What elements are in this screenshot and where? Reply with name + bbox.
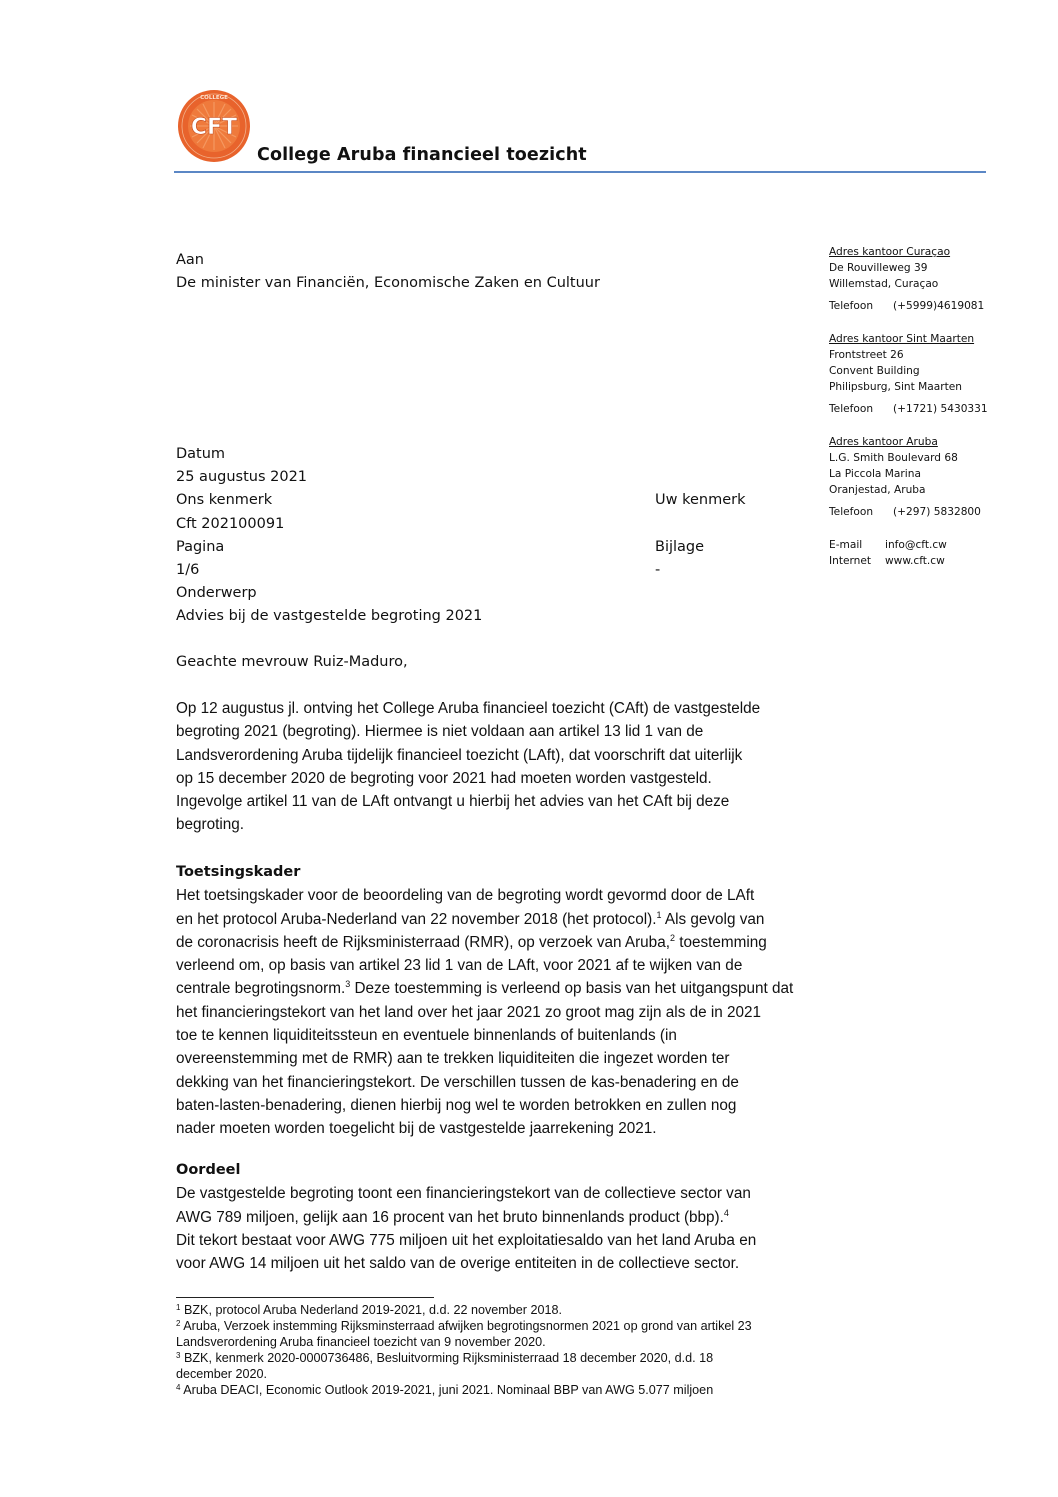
section-heading: Oordeel <box>176 1162 241 1178</box>
svg-text:CFT: CFT <box>190 115 238 140</box>
bijlage-label: Bijlage <box>655 538 705 555</box>
pagina-label: Pagina <box>176 538 225 555</box>
office-address-line: De Rouvilleweg 39 <box>829 262 928 274</box>
onderwerp-label: Onderwerp <box>176 585 257 602</box>
datum-label: Datum <box>176 446 226 462</box>
addressee-label: Aan <box>176 252 204 268</box>
email-row: E-mail info@cft.cw <box>829 539 947 551</box>
pagina-value: 1/6 <box>176 562 200 579</box>
office-address-line: La Piccola Marina <box>829 468 921 480</box>
office-aruba <box>829 434 981 520</box>
office-address-line: Convent Building <box>829 365 920 377</box>
footnote-ref[interactable]: 3 <box>345 979 351 990</box>
footnote-ref[interactable]: 2 <box>669 932 675 943</box>
contact-online <box>829 537 947 569</box>
onderwerp-value: Advies bij de vastgestelde begroting 2021 <box>176 608 483 625</box>
office-address-line: Frontstreet 26 <box>829 349 904 361</box>
header-divider <box>174 171 986 173</box>
footnotes: $^1$ BZK, protocol Aruba Nederland 2019-2021, d.d. 22 november 2018. $^2$ Aruba, Verzoek instemming Rijksminsterraad afwijken begrotingsnormen 2021 op grond van artikel 23 Landsverordening Aruba financieel toezicht van 9 november 2020. $^3$ BZK, kenmerk 2020-0000736486, Besluitvorming Rijksministerraad 18 december 2020, d.d. 18 december 2020. $^4$ Aruba DEACI, Economic Outlook 2019-2021, juni 2021. Nominaal BBP van AWG 5.077 miljoen <box>176 1302 876 1398</box>
section-oordeel: Oordeel De vastgestelde begroting toont een financieringstekort van de collectieve sector van AWG 789 miljoen, gelijk aan 16 procent van het bruto binnenlands product (bbp).$^4$ Dit tekort bestaat voor AWG 775 miljoen uit het exploitatiesaldo van het land Aruba en voor AWG 14 miljoen uit het saldo van de overige entiteiten in de collectieve sector. <box>176 1159 886 1275</box>
office-address-line: Oranjestad, Aruba <box>829 484 926 496</box>
office-address-line: L.G. Smith Boulevard 68 <box>829 452 958 464</box>
office-address-line: Philipsburg, Sint Maarten <box>829 381 963 393</box>
office-sint-maarten <box>829 331 988 417</box>
intro-paragraph: Op 12 augustus jl. ontving het College Aruba financieel toezicht (CAft) de vastgestelde begroting 2021 (begroting). Hiermee is niet voldaan aan artikel 13 lid 1 van de Landsverordening Aruba tijdelijk financieel toezicht (LAft), dat voorschrift dat uiterlijk op 15 december 2020 de begroting voor 2021 had moeten worden vastgesteld. Ingevolge artikel 11 van de LAft ontvangt u hierbij het advies van het CAft bij deze begroting. <box>176 700 761 834</box>
office-phone: Telefoon (+297) 5832800 <box>829 506 981 518</box>
email-link[interactable]: info@cft.cw <box>885 539 947 551</box>
office-title: Adres kantoor Sint Maarten <box>829 333 975 345</box>
cft-logo <box>176 88 256 164</box>
org-title: College Aruba financieel toezicht <box>257 145 587 165</box>
footnote: $^1$ BZK, protocol Aruba Nederland 2019-2021, d.d. 22 november 2018. <box>176 1303 563 1317</box>
ons-kenmerk-label: Ons kenmerk <box>176 492 273 509</box>
website-link[interactable]: www.cft.cw <box>885 555 945 567</box>
footnote-ref[interactable]: 1 <box>656 909 662 920</box>
footnote-divider <box>176 1297 434 1298</box>
office-curacao <box>829 244 984 314</box>
svg-text:COLLEGE: COLLEGE <box>200 95 228 101</box>
uw-kenmerk-label: Uw kenmerk <box>655 492 746 509</box>
addressee-block <box>176 249 600 295</box>
salutation: Geachte mevrouw Ruiz-Maduro, <box>176 654 408 670</box>
office-title: Adres kantoor Aruba <box>829 436 938 448</box>
footnote: $^4$ Aruba DEACI, Economic Outlook 2019-2021, juni 2021. Nominaal BBP van AWG 5.077 miljoen <box>176 1383 714 1397</box>
office-phone: Telefoon (+5999)4619081 <box>829 300 985 312</box>
datum-value: 25 augustus 2021 <box>176 469 308 486</box>
footnote: $^2$ Aruba, Verzoek instemming Rijksminsterraad afwijken begrotingsnormen 2021 op grond van artikel 23 <box>176 1319 752 1333</box>
bijlage-value: - <box>655 562 661 578</box>
footnote-ref[interactable]: 4 <box>723 1207 729 1218</box>
ons-kenmerk-value: Cft 202100091 <box>176 515 285 532</box>
internet-row: Internet www.cft.cw <box>829 555 945 567</box>
section-toetsingskader: Toetsingskader Het toetsingskader voor de beoordeling van de begroting wordt gevormd door de LAft en het protocol Aruba-Nederland van 22 november 2018 (het protocol).$^1$ Als gevolg van de coronacrisis heeft de Rijksministerraad (RMR), op verzoek van Aruba,$^2$ toestemming verleend om, op basis van artikel 23 lid 1 van de LAft, voor 2021 af te wijken van de centrale begrotingsnorm.$^3$ Deze toestemming is verleend op basis van het uitgangspunt dat het financieringstekort van het land over het jaar 2021 zo groot mag zijn als de in 2021 toe te kennen liquiditeitssteun en eventuele binnenlands of buitenlands (in overeenstemming met de RMR) aan te trekken liquiditeiten die ingezet worden ter dekking van het financieringstekort. De verschillen tussen de kas-benadering en de baten-lasten-benadering, dienen hierbij nog wel te worden betrokken en zullen nog nader moeten worden toegelicht bij de vastgestelde jaarrekening 2021. <box>176 861 886 1141</box>
footnote: $^3$ BZK, kenmerk 2020-0000736486, Besluitvorming Rijksministerraad 18 december 2020, d.d. 18 <box>176 1351 714 1365</box>
office-address-line: Willemstad, Curaçao <box>829 278 939 290</box>
addressee-recipient: De minister van Financiën, Economische Zaken en Cultuur <box>176 275 600 292</box>
office-title: Adres kantoor Curaçao <box>829 246 951 258</box>
office-phone: Telefoon (+1721) 5430331 <box>829 403 988 415</box>
letter-meta <box>176 443 482 629</box>
section-heading: Toetsingskader <box>176 864 301 880</box>
cft-logo-icon <box>176 88 256 164</box>
